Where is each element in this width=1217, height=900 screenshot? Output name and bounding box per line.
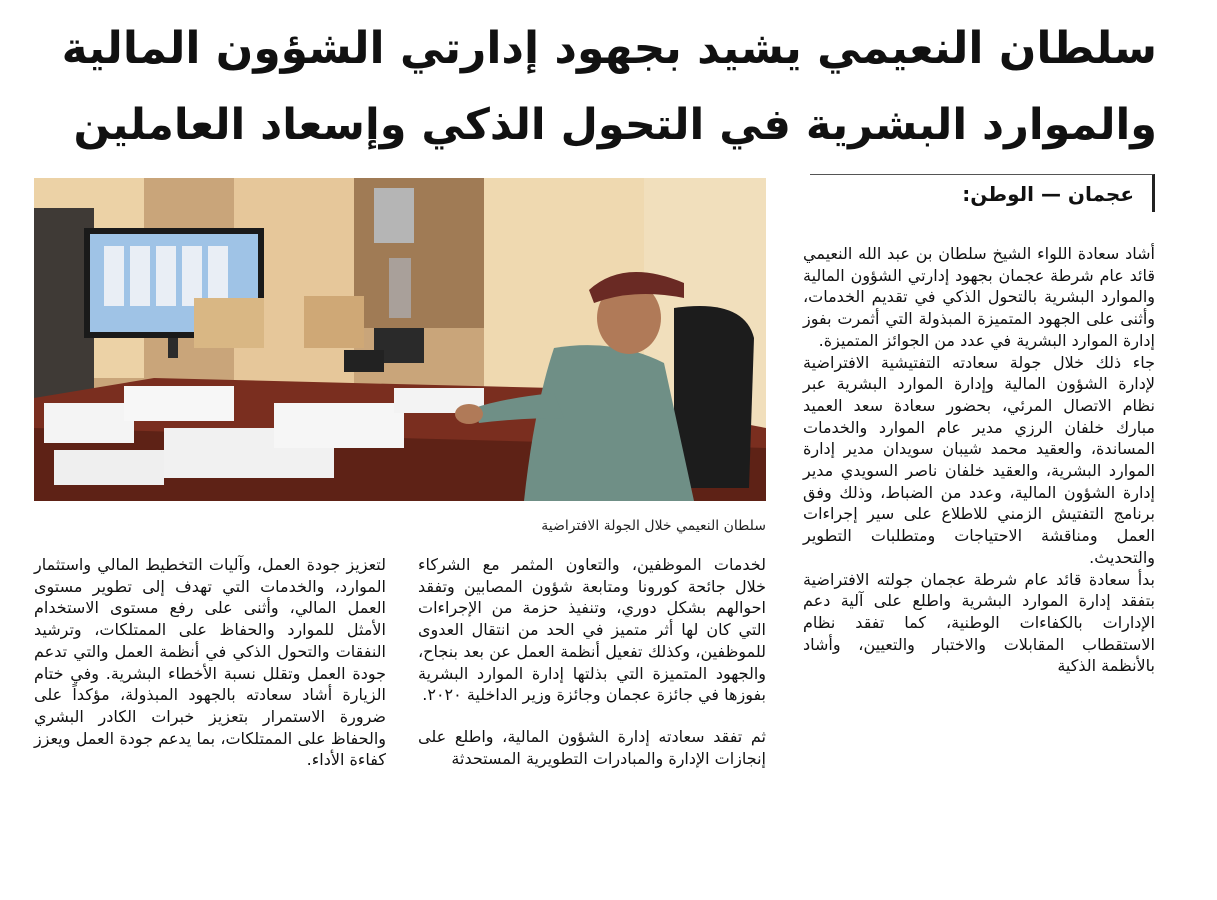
paragraph: لخدمات الموظفين، والتعاون المثمر مع الشركاء خلال جائحة كورونا ومتابعة شؤون المصابين وتفقد احوالهم بشكل دوري، وتنفيذ حزمة من الإجراءات التي كان لها أثر متميز في الحد من انتقال العدوى للموظفين، وكذلك تفعيل أنظمة العمل عن بعد بنجاح، والجهود المتميزة التي بذلتها إدارة الموارد البشرية بفوزها في جائزة عجمان وجائزة وزير الداخلية ٢٠٢٠.: [418, 555, 766, 705]
headline-line-1: سلطان النعيمي يشيد بجهود إدارتي الشؤون المالية: [61, 23, 1157, 74]
article-column-left: [34, 554, 386, 771]
paragraph: لتعزيز جودة العمل، وآليات التخطيط المالي واستثمار الموارد، والخدمات التي تهدف إلى تطوير مستوى العمل المالي، وأثنى على رفع مستوى الاستخدام الأمثل للموارد والحفاظ على الممتلكات، وترشيد النفقات والتحول الذكي في أنظمة العمل والتي تدعم جودة العمل وتقلل نسبة الأخطاء البشرية. وفي ختام الزيارة أشاد سعادته بالجهود المبذولة، مؤكداً على ضرورة الاستمرار بتعزيز خبرات الكادر البشري والحفاظ على الممتلكات، بما يدعم جودة العمل ويعزز كفاءة الأداء.: [34, 555, 386, 770]
dateline: عجمان — الوطن:: [810, 174, 1155, 212]
paragraph: بدأ سعادة قائد عام شرطة عجمان جولته الافتراضية بتفقد إدارة الموارد البشرية واطلع على آلية دعم الإدارات بالكفاءات الوطنية، كما تفقد نظام الاستقطاب المقابلات والاختبار والتعيين، وأشاد بالأنظمة الذكية: [803, 569, 1155, 676]
article-column-right: [803, 243, 1155, 677]
photo-caption: سلطان النعيمي خلال الجولة الافتراضية: [541, 518, 766, 534]
photo-illustration: [34, 178, 766, 501]
article-photo: [34, 178, 766, 501]
article-column-middle: [418, 554, 766, 769]
headline-line-2: والموارد البشرية في التحول الذكي وإسعاد العاملين: [73, 100, 1157, 150]
paragraph: ثم تفقد سعادته إدارة الشؤون المالية، واطلع على إنجازات الإدارة والمبادرات التطويرية المستحدثة: [418, 726, 766, 768]
paragraph: جاء ذلك خلال جولة سعادته التفتيشية الافتراضية لإدارة الشؤون المالية وإدارة الموارد البشرية عبر نظام الاتصال المرئي، بحضور سعادة سعد العميد مبارك خلفان الرزي مدير عام الموارد والخدمات المساندة، والعقيد محمد شيبان سويدان مدير إدارة الموارد البشرية، والعقيد خلفان ناصر السويدي مدير إدارة الشؤون المالية، وعدد من الضباط، وذلك وفق برنامج التفتيش الزمني للاطلاع على سير إجراءات العمل ومناقشة الاحتياجات ومتطلبات التطوير والتحديث.: [803, 352, 1155, 567]
paragraph-gap: [418, 706, 766, 726]
paragraph: أشاد سعادة اللواء الشيخ سلطان بن عبد الله النعيمي قائد عام شرطة عجمان بجهود إدارتي الشؤون المالية والموارد البشرية بالتحول الذكي في تقديم الخدمات، وأثنى على الجهود المتميزة المبذولة التي أثمرت بفوز إدارة الموارد البشرية في عدد من الجوائز المتميزة.: [803, 244, 1155, 350]
